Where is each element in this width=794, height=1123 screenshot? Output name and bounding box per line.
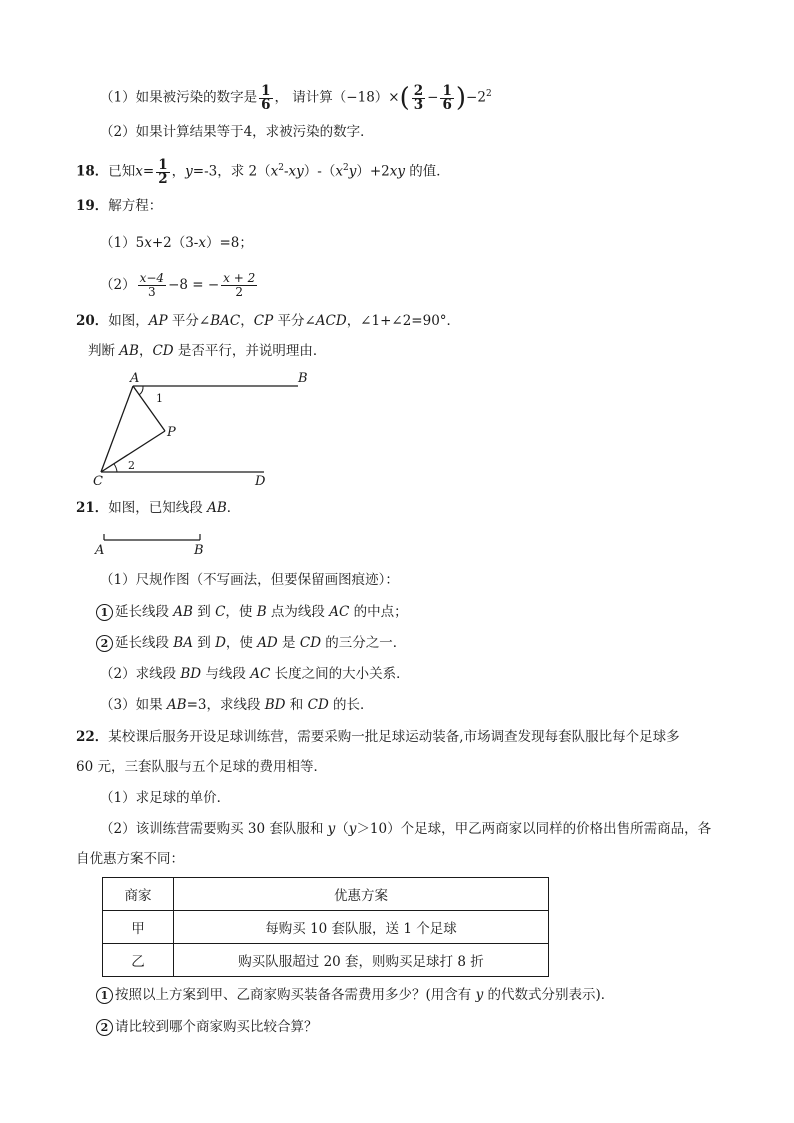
q22-line2: 60 元，三套队服与五个足球的费用相等．	[76, 759, 327, 775]
q18-question: 18．已知x= $\frac{1}{2}$ ，y=-3，求 $2(x^2-xy)-(x^2y)+2xy$ 的值．	[76, 156, 450, 187]
point-b-label: B	[298, 371, 308, 386]
q20-line2: 判断 AB，CD 是否平行，并说明理由．	[88, 343, 327, 359]
q20-question: 20．如图，AP 平分∠BAC，CP 平分∠ACD，∠1+∠2=90°．	[76, 313, 461, 329]
point-c-label: C	[93, 474, 103, 489]
circled-number: 2	[96, 635, 113, 652]
q21-part2: （2）求线段 BD 与线段 AC 长度之间的大小关系．	[100, 666, 410, 682]
circled-number: 2	[96, 1019, 113, 1036]
fraction: $\frac{2}{3}$	[413, 82, 424, 113]
discount-table	[102, 877, 549, 977]
q21-question: 21．如图，已知线段 AB．	[76, 500, 241, 516]
table-cell: 甲	[103, 911, 174, 944]
q22-step1: 1 按照以上方案到甲、乙商家购买装备各需费用多少？(用含有 y 的代数式分别表示)．	[96, 985, 614, 1005]
table-cell: 乙	[103, 944, 174, 977]
q22-part2: （2）该训练营需要购买 30 套队服和 y（y＞10）个足球，甲乙两商家以同样的价格出售所需商品，各	[100, 821, 712, 837]
q17-part2: （2）如果计算结果等于4，求被污染的数字．	[100, 124, 374, 140]
circled-number: 1	[96, 604, 113, 621]
q21-step2: 2 延长线段 BA 到 D，使 AD 是 CD 的三分之一．	[96, 633, 406, 653]
table-header-cell: 商家	[103, 878, 174, 911]
table-header-cell: 优惠方案	[174, 878, 549, 911]
fraction: $\frac{1}{6}$	[261, 82, 271, 113]
q19-title: 19．解方程：	[76, 198, 163, 214]
fraction: $\frac{x + 2}{2}$	[223, 271, 256, 299]
point-a-label: A	[130, 371, 140, 386]
point-p-label: P	[167, 425, 176, 440]
fraction: $\frac{1}{2}$	[158, 156, 168, 187]
fraction: $\frac{x-4}{3}$	[139, 271, 165, 299]
point-d-label: D	[255, 474, 266, 489]
q21-part1: （1）尺规作图（不写画法，但要保留画图痕迹）：	[100, 572, 399, 588]
angle-2-label: 2	[128, 459, 135, 472]
segment-ab-figure	[92, 528, 222, 558]
q19-part1: （1）5x+2（3-x）=8；	[100, 235, 253, 251]
fraction: $\frac{1}{6}$	[442, 82, 452, 113]
q17-part1: （1）如果被污染的数字是 $\frac{1}{6}$ ， 请计算（−18）×( $\frac{2}{3}$ − $\frac{1}{6}$ )$-2^2$	[100, 82, 492, 113]
angle-1-label: 1	[156, 392, 163, 405]
q22-part1: （1）求足球的单价．	[100, 790, 231, 806]
table-row	[103, 911, 549, 944]
point-b-label: B	[194, 543, 204, 558]
table-header-row	[103, 878, 549, 911]
q21-step1: 1 延长线段 AB 到 C，使 B 点为线段 AC 的中点；	[96, 602, 408, 622]
q21-part3: （3）如果 AB=3，求线段 BD 和 CD 的长．	[100, 697, 374, 713]
q22-part2-cont: 自优惠方案不同：	[76, 851, 184, 867]
table-row	[103, 944, 549, 977]
parallel-lines-figure	[88, 368, 328, 490]
table-cell: 每购买 10 套队服，送 1 个足球	[174, 911, 549, 944]
circled-number: 1	[96, 987, 113, 1004]
q22-line1: 22．某校课后服务开设足球训练营，需要采购一批足球运动装备,市场调查发现每套队服比每个足球多	[76, 729, 680, 745]
table-cell: 购买队服超过 20 套，则购买足球打 8 折	[174, 944, 549, 977]
point-a-label: A	[95, 543, 105, 558]
q19-part2: （2） $\frac{x-4}{3}$ −8 = − $\frac{x + 2}{2}$	[100, 271, 256, 299]
q22-step2: 2 请比较到哪个商家购买比较合算？	[96, 1017, 318, 1037]
